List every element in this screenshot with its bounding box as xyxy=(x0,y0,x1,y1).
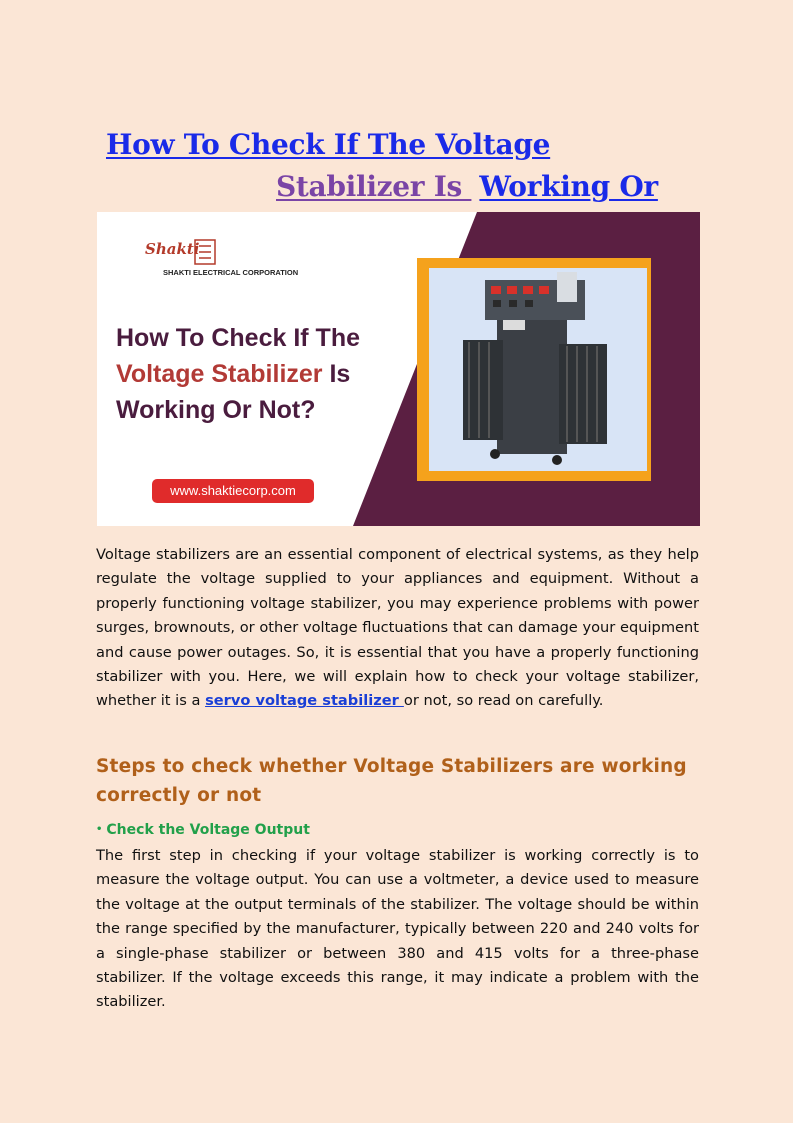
section-heading: Steps to check whether Voltage Stabilizers are working correctly or not xyxy=(96,756,687,806)
subheading-text: Check the Voltage Output xyxy=(106,822,310,838)
title-link-3[interactable]: Working Or xyxy=(479,170,658,203)
banner-heading-line-1: How To Check If The xyxy=(116,324,360,352)
banner-heading xyxy=(116,320,396,428)
banner-heading-line-2 xyxy=(116,356,396,392)
banner-heading-line-3: Working Or Not? xyxy=(116,396,316,424)
logo-subtitle: SHAKTI ELECTRICAL CORPORATION xyxy=(163,268,299,277)
intro-text: Voltage stabilizers are an essential component of electrical systems, as they help regulate the voltage supplied to your appliances and equipment. Without a properly functioning voltage stabilizer, you may experience problems with power surges, brownouts, or other voltage fluctuations that can damage your equipment and cause power outages. So, it is essential that you have a properly functioning stabilizer with you. Here, we will explain how to check your voltage stabilizer, whether it is a xyxy=(96,546,699,710)
title-line-1 xyxy=(106,128,550,161)
intro-paragraph xyxy=(96,543,699,714)
logo-text: Shakti xyxy=(145,240,200,258)
title-link-1[interactable]: How To Check If The Voltage xyxy=(106,128,551,161)
banner-url-badge: www.shaktiecorp.com xyxy=(152,479,314,503)
voltage-output-paragraph: The first step in checking if your voltage stabilizer is working correctly is to measure the voltage output. You can use a voltmeter, a device used to measure the voltage at the output terminals of the stabilizer. The voltage should be within the range specified by the manufacturer, typically between 220 and 240 volts for a single-phase stabilizer or between 380 and 415 volts for a three-phase stabilizer. If the voltage exceeds this range, it may indicate a problem with the stabilizer. xyxy=(96,847,699,1011)
servo-voltage-stabilizer-link[interactable]: servo voltage stabilizer xyxy=(205,692,404,710)
bullet-icon: • xyxy=(96,824,103,835)
title-line-2 xyxy=(276,170,658,203)
title-link-2[interactable]: Stabilizer Is xyxy=(276,170,472,203)
intro-text-end: or not, so read on carefully. xyxy=(403,692,604,710)
subheading xyxy=(96,822,310,838)
hero-banner-image xyxy=(97,212,700,526)
banner-heading-is: Is xyxy=(322,360,351,388)
banner-heading-red: Voltage Stabilizer xyxy=(116,360,323,388)
